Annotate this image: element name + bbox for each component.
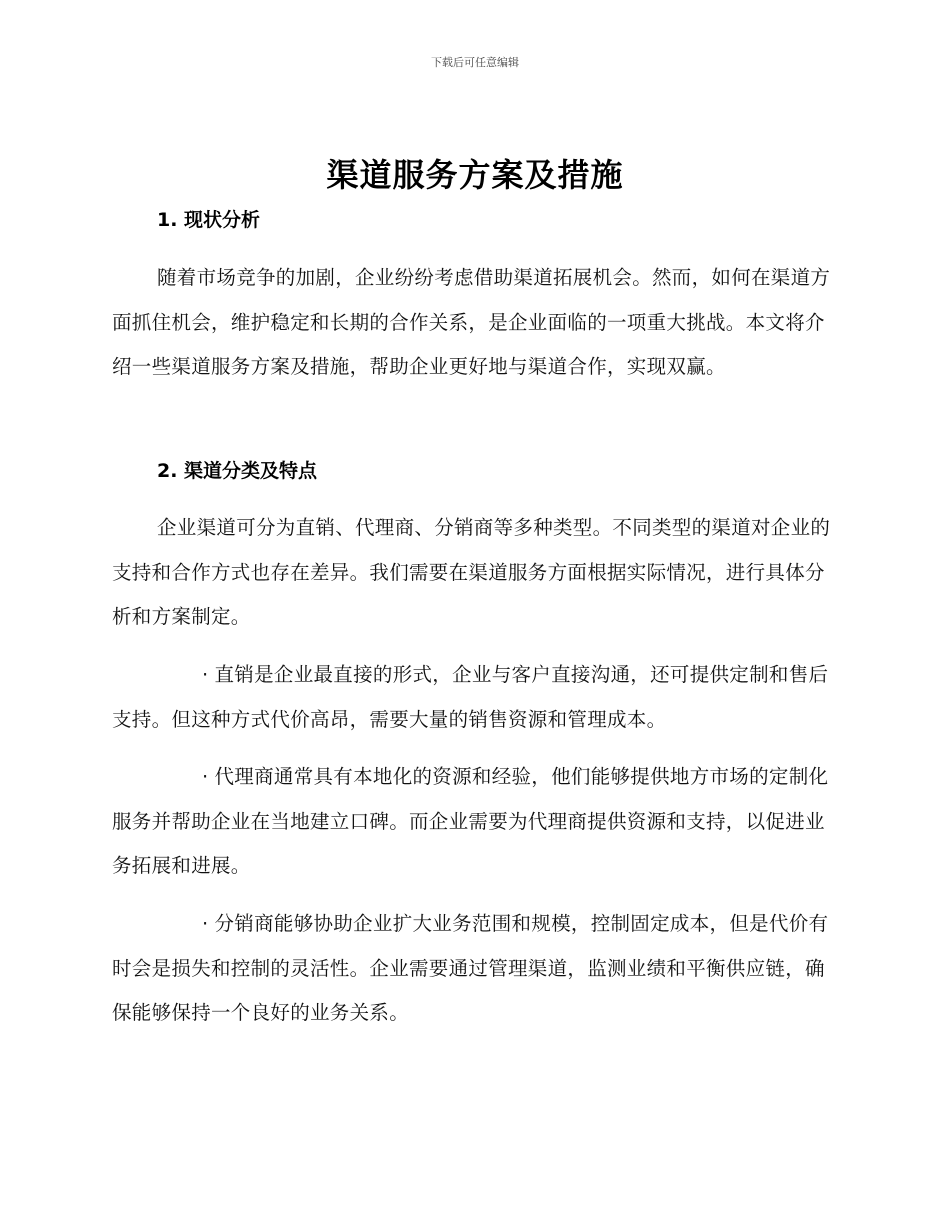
bullet-marker: · <box>202 765 209 788</box>
bullet-text: 分销商能够协助企业扩大业务范围和规模，控制固定成本，但是代价有时会是损失和控制的灵活性。企业需要通过管理渠道，监测业绩和平衡供应链，确保能够保持一个良好的业务关系。 <box>112 912 829 1024</box>
section-2-body <box>112 506 832 640</box>
document-title: 渠道服务方案及措施 <box>326 156 624 194</box>
section-paragraph-1: 随着市场竞争的加剧，企业纷纷考虑借助渠道拓展机会。然而，如何在渠道方面抓住机会，维护稳定和长期的合作关系，是企业面临的一项重大挑战。本文将介绍一些渠道服务方案及措施，帮助企业更好地与渠道合作，实现双赢。 <box>112 266 831 378</box>
bullet-marker: · <box>202 912 209 935</box>
bullet-text: 直销是企业最直接的形式，企业与客户直接沟通，还可提供定制和售后支持。但这种方式代价高昂，需要大量的销售资源和管理成本。 <box>112 663 829 731</box>
bullet-item-2 <box>112 755 832 889</box>
bullet-item-3 <box>112 902 832 1036</box>
section-2 <box>112 458 832 484</box>
section-heading-1: 1. 现状分析 <box>157 209 261 231</box>
header-note: 下载后可任意编辑 <box>431 56 519 69</box>
section-heading-2: 2. 渠道分类及特点 <box>157 460 318 482</box>
bullet-paragraph <box>112 755 832 889</box>
bullet-marker: · <box>202 663 209 686</box>
bullet-text: 代理商通常具有本地化的资源和经验，他们能够提供地方市场的定制化服务并帮助企业在当地建立口碑。而企业需要为代理商提供资源和支持，以促进业务拓展和进展。 <box>112 765 829 877</box>
section-1-body <box>112 256 832 390</box>
bullet-item-1 <box>112 653 832 742</box>
section-1 <box>112 207 832 233</box>
bullet-paragraph <box>112 902 832 1036</box>
section-paragraph-2: 企业渠道可分为直销、代理商、分销商等多种类型。不同类型的渠道对企业的支持和合作方式也存在差异。我们需要在渠道服务方面根据实际情况，进行具体分析和方案制定。 <box>112 516 831 628</box>
bullet-paragraph <box>112 653 832 742</box>
